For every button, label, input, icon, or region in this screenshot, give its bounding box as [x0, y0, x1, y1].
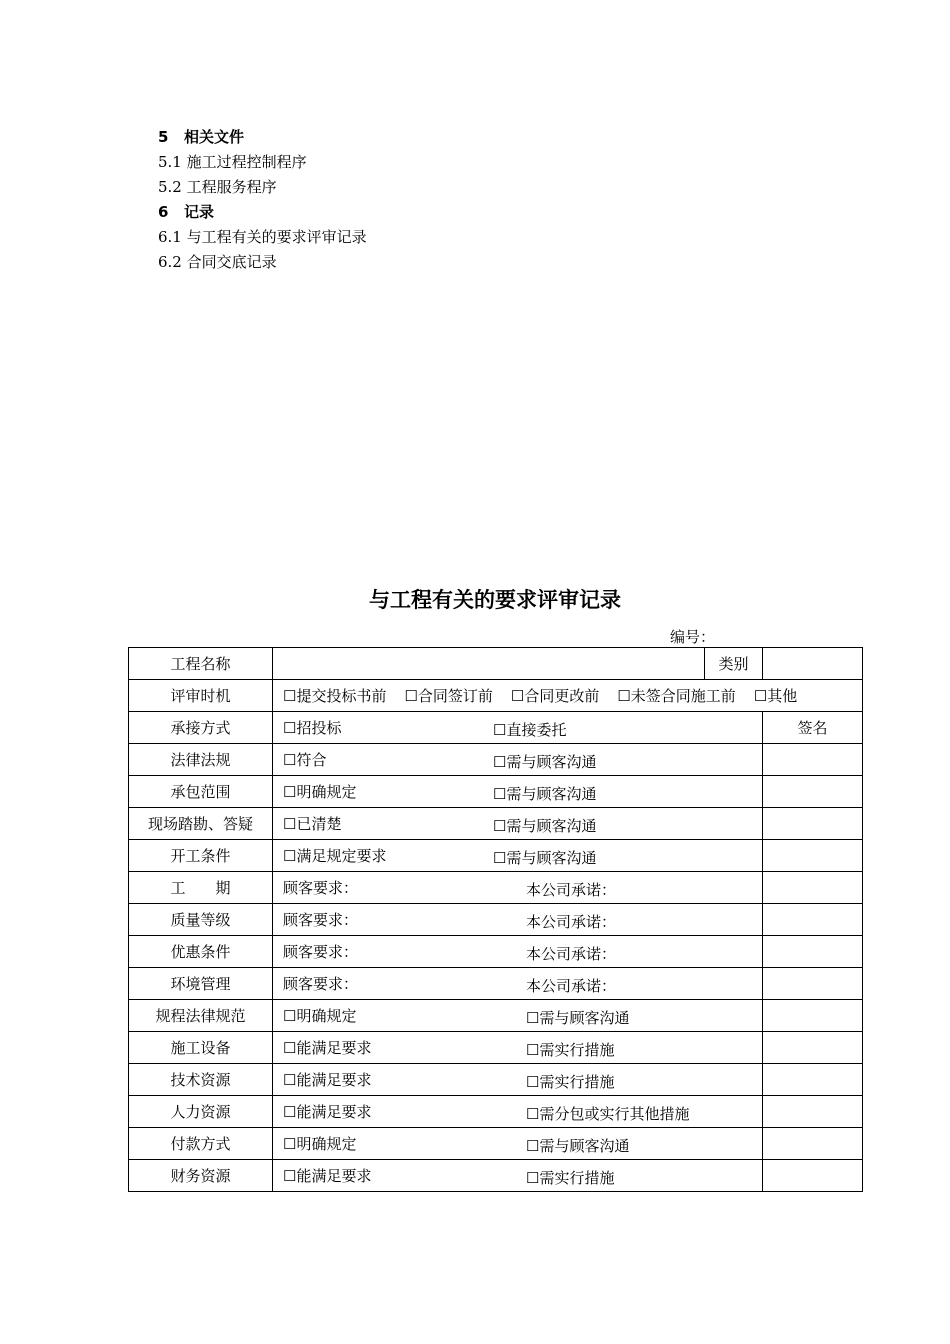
row-content: [273, 1064, 763, 1096]
signature-cell[interactable]: [763, 1128, 863, 1160]
option-a[interactable]: ☐明确规定: [283, 1135, 357, 1153]
table-row: [129, 776, 863, 808]
option-a[interactable]: ☐能满足要求: [283, 1103, 372, 1121]
row-content: [273, 808, 763, 840]
row-label: 人力资源: [129, 1096, 273, 1128]
option-b[interactable]: ☐需与顾客沟通: [493, 753, 597, 771]
signature-cell[interactable]: [763, 904, 863, 936]
review-time-label: 评审时机: [129, 680, 273, 712]
signature-cell[interactable]: [763, 776, 863, 808]
row-label: 财务资源: [129, 1160, 273, 1192]
checkbox-option[interactable]: ☐其他: [753, 687, 798, 705]
table-row: [129, 808, 863, 840]
section-heading: 6 记录: [158, 203, 215, 221]
row-label: 质量等级: [129, 904, 273, 936]
row-content: [273, 936, 763, 968]
section-item: 5.2 工程服务程序: [158, 178, 277, 196]
customer-requirement-label: 顾客要求：: [283, 943, 359, 961]
row-content: [273, 1128, 763, 1160]
form-title: 与工程有关的要求评审记录: [369, 588, 621, 612]
signature-cell[interactable]: [763, 1064, 863, 1096]
option-a[interactable]: ☐已清楚: [283, 815, 342, 833]
review-time-options: [273, 680, 863, 712]
section-heading: 5 相关文件: [158, 128, 245, 146]
option-b[interactable]: ☐需与顾客沟通: [493, 785, 597, 803]
signature-cell[interactable]: [763, 840, 863, 872]
option-b[interactable]: ☐需实行措施: [526, 1073, 615, 1091]
table-row: [129, 904, 863, 936]
table-row: [129, 712, 863, 744]
company-commitment-label: 本公司承诺：: [526, 881, 617, 899]
table-row: [129, 1000, 863, 1032]
row-content: [273, 840, 763, 872]
table-row: [129, 680, 863, 712]
section-item: 5.1 施工过程控制程序: [158, 153, 307, 171]
row-label: 承包范围: [129, 776, 273, 808]
customer-requirement-label: 顾客要求：: [283, 911, 359, 929]
option-a[interactable]: ☐能满足要求: [283, 1071, 372, 1089]
company-commitment-label: 本公司承诺：: [526, 913, 617, 931]
option-b[interactable]: ☐需与顾客沟通: [493, 817, 597, 835]
company-commitment-label: 本公司承诺：: [526, 945, 617, 963]
signature-cell[interactable]: [763, 1032, 863, 1064]
option-a[interactable]: ☐招投标: [283, 719, 342, 737]
table-row: [129, 1160, 863, 1192]
signature-cell[interactable]: [763, 744, 863, 776]
table-row: [129, 1064, 863, 1096]
project-name-field[interactable]: [273, 648, 705, 680]
option-b[interactable]: ☐直接委托: [493, 721, 567, 739]
signature-cell[interactable]: [763, 1160, 863, 1192]
row-label: 现场踏勘、答疑: [129, 808, 273, 840]
checkbox-option[interactable]: ☐合同签订前: [404, 687, 493, 705]
table-row: [129, 1032, 863, 1064]
section-item: 6.2 合同交底记录: [158, 253, 277, 271]
row-label: 规程法律规范: [129, 1000, 273, 1032]
signature-header: 签名: [763, 712, 863, 744]
row-label: 付款方式: [129, 1128, 273, 1160]
option-b[interactable]: ☐需与顾客沟通: [526, 1009, 630, 1027]
row-label: 法律法规: [129, 744, 273, 776]
table-row: [129, 744, 863, 776]
signature-cell[interactable]: [763, 808, 863, 840]
table-row: [129, 840, 863, 872]
row-content: [273, 712, 763, 744]
table-row: [129, 1128, 863, 1160]
row-label: 技术资源: [129, 1064, 273, 1096]
option-a[interactable]: ☐符合: [283, 751, 327, 769]
option-a[interactable]: ☐能满足要求: [283, 1167, 372, 1185]
company-commitment-label: 本公司承诺：: [526, 977, 617, 995]
category-field[interactable]: [763, 648, 863, 680]
customer-requirement-label: 顾客要求：: [283, 975, 359, 993]
row-content: [273, 776, 763, 808]
table-row: [129, 1096, 863, 1128]
table-row: [129, 648, 863, 680]
option-b[interactable]: ☐需实行措施: [526, 1169, 615, 1187]
row-label: 工 期: [129, 872, 273, 904]
table-row: [129, 872, 863, 904]
row-label: 承接方式: [129, 712, 273, 744]
row-content: [273, 1032, 763, 1064]
section-item: 6.1 与工程有关的要求评审记录: [158, 228, 367, 246]
customer-requirement-label: 顾客要求：: [283, 879, 359, 897]
table-row: [129, 968, 863, 1000]
option-b[interactable]: ☐需与顾客沟通: [526, 1137, 630, 1155]
row-label: 优惠条件: [129, 936, 273, 968]
row-content: [273, 968, 763, 1000]
row-content: [273, 1160, 763, 1192]
signature-cell[interactable]: [763, 872, 863, 904]
row-label: 开工条件: [129, 840, 273, 872]
signature-cell[interactable]: [763, 1000, 863, 1032]
row-label: 施工设备: [129, 1032, 273, 1064]
related-sections: [158, 125, 367, 275]
category-label: 类别: [705, 648, 763, 680]
checkbox-option[interactable]: ☐提交投标书前: [283, 687, 387, 705]
signature-cell[interactable]: [763, 936, 863, 968]
serial-number-label: 编号：: [670, 628, 716, 646]
checkbox-option[interactable]: ☐合同更改前: [510, 687, 600, 705]
table-row: [129, 936, 863, 968]
row-content: [273, 744, 763, 776]
row-content: [273, 904, 763, 936]
option-a[interactable]: ☐明确规定: [283, 1007, 357, 1025]
option-a[interactable]: ☐能满足要求: [283, 1039, 372, 1057]
signature-cell[interactable]: [763, 968, 863, 1000]
option-b[interactable]: ☐需实行措施: [526, 1041, 615, 1059]
row-content: [273, 1000, 763, 1032]
project-name-label: 工程名称: [129, 648, 273, 680]
row-content: [273, 1096, 763, 1128]
checkbox-option[interactable]: ☐未签合同施工前: [617, 687, 736, 705]
signature-cell[interactable]: [763, 1096, 863, 1128]
option-b[interactable]: ☐需与顾客沟通: [493, 849, 597, 867]
review-form-table: [128, 647, 863, 1192]
option-b[interactable]: ☐需分包或实行其他措施: [526, 1105, 690, 1123]
option-a[interactable]: ☐明确规定: [283, 783, 357, 801]
row-content: [273, 872, 763, 904]
row-label: 环境管理: [129, 968, 273, 1000]
option-a[interactable]: ☐满足规定要求: [283, 847, 387, 865]
